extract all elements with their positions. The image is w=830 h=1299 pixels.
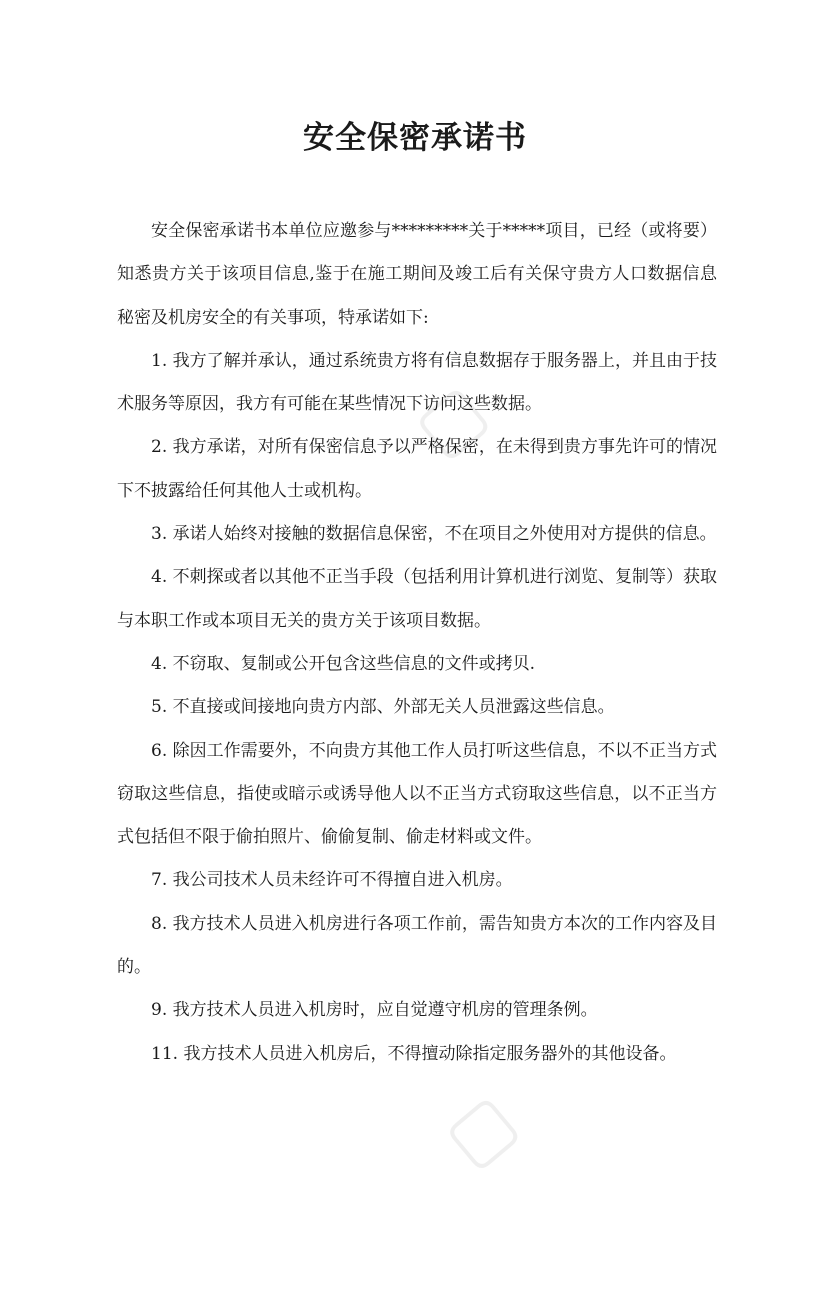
list-item: 4. 不刺探或者以其他不正当手段（包括利用计算机进行浏览、复制等）获取与本职工作或本项目无关的贵方关于该项目数据。 — [117, 567, 717, 631]
list-item: 1. 我方了解并承认，通过系统贵方将有信息数据存于服务器上，并且由于技术服务等原因，我方有可能在某些情况下访问这些数据。 — [117, 350, 717, 415]
watermark: ▢ — [398, 367, 502, 473]
list-item: 7. 我公司技术人员未经许可不得擅自进入机房。 — [151, 870, 513, 891]
list-item: 4. 不窃取、复制或公开包含这些信息的文件或拷贝. — [151, 653, 536, 674]
list-item: 2. 我方承诺，对所有保密信息予以严格保密，在未得到贵方事先许可的情况下不披露给任何其他人士或机构。 — [117, 437, 717, 501]
list-item: 5. 不直接或间接地向贵方内部、外部无关人员泄露这些信息。 — [151, 697, 615, 718]
document-title: 安全保密承诺书 — [303, 120, 527, 156]
watermark: ▢ — [428, 1077, 532, 1183]
list-item: 3. 承诺人始终对接触的数据信息保密，不在项目之外使用对方提供的信息。 — [151, 524, 717, 545]
list-item: 11. 我方技术人员进入机房后，不得擅动除指定服务器外的其他设备。 — [151, 1043, 677, 1064]
list-item: 8. 我方技术人员进入机房进行各项工作前，需告知贵方本次的工作内容及目的。 — [117, 913, 717, 978]
list-item: 6. 除因工作需要外，不向贵方其他工作人员打听这些信息，不以不正当方式窃取这些信息，指使或暗示或诱导他人以不正当方式窃取这些信息，以不正当方式包括但不限于偷拍照片、偷偷复制、偷走材料或文件。 — [117, 740, 717, 848]
intro-paragraph: 安全保密承诺书本单位应邀参与*********关于*****项目，已经（或将要）知悉贵方关于该项目信息,鉴于在施工期间及竣工后有关保守贵方人口数据信息秘密及机房安全的有关事项，特承诺如下: — [117, 221, 717, 328]
list-item: 9. 我方技术人员进入机房时，应自觉遵守机房的管理条例。 — [151, 1000, 598, 1021]
document-body — [117, 210, 717, 1076]
